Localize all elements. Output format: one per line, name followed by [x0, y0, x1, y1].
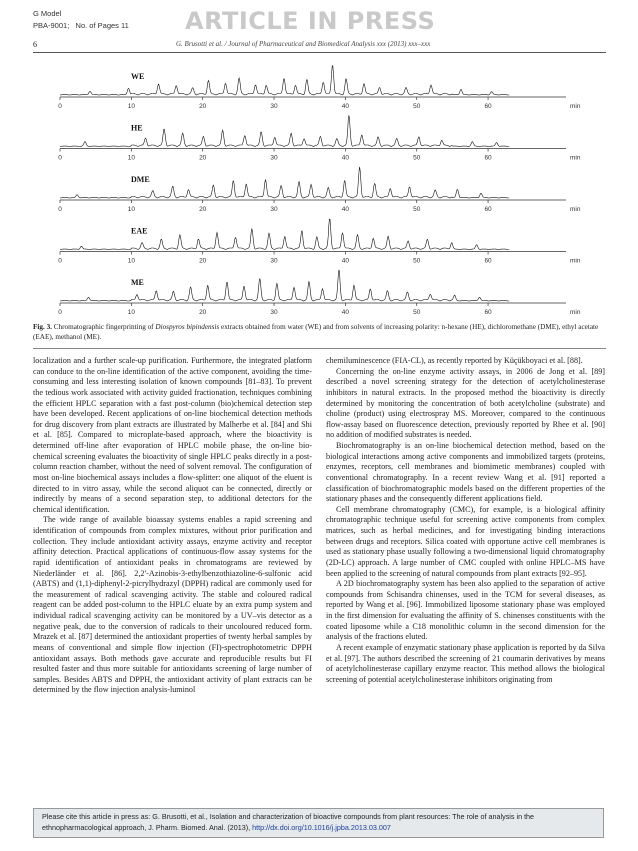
x-tick-label: 0 [58, 309, 62, 315]
article-in-press-banner: ARTICLE IN PRESS [185, 7, 436, 35]
x-unit-label: min [570, 206, 581, 213]
figure-caption [33, 322, 606, 342]
page-number: 6 [33, 40, 37, 49]
x-tick-label: 20 [199, 309, 207, 315]
x-tick-label: 10 [127, 206, 135, 213]
x-tick-label: 30 [270, 257, 278, 265]
caption-text-before: Chromatographic fingerprinting of [51, 323, 156, 331]
x-tick-label: 40 [341, 309, 349, 315]
chromatogram-panel-we [58, 66, 581, 110]
panel-label: HE [131, 123, 143, 133]
x-tick-label: 10 [127, 257, 135, 265]
chromatogram-panel-he [58, 115, 581, 161]
paragraph: Biochromatography is an on-line biochemical detection method, based on the biological interactions among active components and immobilized targets (proteins, enzymes, receptors, cell membranes and biomimetic membranes) coupled with conventional chromatography. In a recent review Wang et al. [91] reported a classification of biochromatographic models based on the different properties of the stationary phases and the consequently different applications field. [326, 441, 605, 504]
x-unit-label: min [570, 309, 581, 315]
citation-box [33, 808, 604, 838]
x-tick-label: 20 [199, 206, 207, 213]
x-tick-label: 10 [127, 309, 135, 315]
left-column [33, 356, 312, 696]
x-tick-label: 60 [484, 309, 492, 315]
trace-me [60, 270, 509, 301]
paragraph: chemiluminescence (FIA-CL), as recently reported by Küçükboyaci et al. [88]. [326, 356, 583, 365]
header-meta [33, 8, 129, 32]
paragraph: Cell membrane chromatography (CMC), for example, is a biological affinity chromatographic technique useful for screening active components from complex matrices, such as herbal medicines, and for investigating binding interactions between drugs and receptors. Silica coated with opportune active cell membranes is used as stationary phase usually following a two-dimensional liquid chromatography (2D-LC) approach. A large number of CMC coupled with online HPLC–MS have been applied to the screening of natural compounds from plant extracts [92–95]. [326, 504, 605, 578]
x-tick-label: 40 [341, 103, 349, 110]
chromatogram-figure [33, 57, 606, 315]
x-tick-label: 20 [199, 154, 207, 162]
caption-label: Fig. 3. [33, 323, 52, 331]
x-tick-label: 60 [484, 206, 492, 213]
panel-label: ME [131, 278, 144, 287]
x-tick-label: 40 [341, 257, 349, 265]
x-unit-label: min [570, 257, 581, 265]
header-rule [33, 52, 606, 53]
journal-running-head: G. Brusotti et al. / Journal of Pharmaceutical and Biomedical Analysis xxx (2013) xxx–xxx [176, 40, 431, 48]
x-tick-label: 30 [270, 309, 278, 315]
panel-label: DME [131, 175, 150, 184]
x-tick-label: 60 [484, 154, 492, 162]
x-tick-label: 60 [484, 257, 492, 265]
x-tick-label: 20 [199, 103, 207, 110]
x-tick-label: 30 [270, 103, 278, 110]
caption-species: Diospyros bipindensis [155, 323, 220, 331]
x-tick-label: 0 [58, 103, 62, 110]
chromatogram-panel-dme [58, 167, 581, 213]
x-tick-label: 0 [58, 206, 62, 213]
x-tick-label: 50 [413, 154, 421, 162]
x-tick-label: 50 [413, 206, 421, 213]
x-tick-label: 0 [58, 154, 62, 162]
trace-he [60, 115, 509, 146]
x-tick-label: 20 [199, 257, 207, 265]
chromatogram-panel-me [58, 270, 581, 315]
x-tick-label: 10 [127, 103, 135, 110]
x-tick-label: 60 [484, 103, 492, 110]
paragraph: A 2D biochromatography system has been also applied to the separation of active compounds from Schisandra chinenses, used in the TCM for several diseases, as reported by Wang et al. [96]. Immobilized liposome stationary phase was employed in the first dimension for evaluating the affinity of S. chinenses constituents with the coated liposome while a C18 monolithic column in the second dimension for the analysis of the fractions eluted. [326, 579, 605, 642]
header-model: G Model [33, 9, 62, 18]
x-tick-label: 30 [270, 154, 278, 162]
trace-dme [60, 167, 509, 198]
paragraph: Concerning the on-line enzyme activity assays, in 2006 de Jong et al. [89] described a novel screening strategy for the detection of acetylcholinesterase inhibitors in natural extracts. In the proposed method the bioactivity is directly determined by monitoring the concentration of both acetylcholine (substrate) and choline (product) using electrospray MS. Moreover, compared to the continuous flow-assay based on fluorescence detection, previously reported by Rhee et al. [90] no addition of modified substrates is needed. [326, 366, 605, 440]
x-unit-label: min [570, 103, 581, 110]
trace-eae [60, 219, 509, 249]
doi-link[interactable]: http://dx.doi.org/10.1016/j.jpba.2013.03.007 [252, 823, 391, 832]
x-tick-label: 30 [270, 206, 278, 213]
header-article-id: PBA-9001; No. of Pages 11 [33, 21, 129, 30]
citation-text: Please cite this article in press as: G. Brusotti, et al., Isolation and characterization of bioactive compounds from plant resources: The role of analysis in the ethnopharmacological approach, J. Pharm. Biomed. Anal. (2013), [42, 812, 535, 832]
paragraph: A recent example of enzymatic stationary phase application is reported by da Silva et al. [97]. The authors described the screening of 21 coumarin derivatives by means of acetylcholinesterase capillary enzyme reactor. This method allows the biological screening of potential acetylcholinesterase inhibitors originating from [326, 642, 605, 684]
trace-we [60, 66, 509, 95]
caption-rule [33, 348, 606, 349]
x-unit-label: min [570, 154, 581, 162]
x-tick-label: 40 [341, 206, 349, 213]
panel-label: WE [131, 72, 145, 81]
paragraph: The wide range of available bioassay systems enables a rapid screening and identification of compounds from complex mixtures, without prior purification and collection. They include antioxidant activity assays, enzyme activity and receptor affinity detection. Practical applications of continuous-flow assay systems for the rapid identification of antioxidant peaks in chromatograms are reviewed by Niederländer et al. [86]. 2,2′-Azinobis-3-ethylbenzothiazoline-6-sulfonic acid (ABTS) and (1,1)-diphenyl-2-picrylhydrazyl (DPPH) radical are commonly used for the measurement of radical scavenging activity. The stable and coloured radical reagent can be added post-column to the HPLC eluate by an extra pump system and individual radical scavenging activity can be monitored by a UV–vis detector as a negative peak, due to the conversion of radicals to their uncoloured reduced form. Mrazek et al. [87] determined the antioxidant properties of twenty herbal samples by means of conventional and simple flow injection (FI)-spectrophotometric DPPH antioxidant assays. Both methods gave accurate and reproducible results but FI resulted faster and thus more suitable for antioxidants screening of large number of samples. Besides ABTS and DPPH, the antioxidant activity of plant extracts can be determined by the flow injection analysis-luminol [33, 515, 312, 695]
x-tick-label: 50 [413, 257, 421, 265]
x-tick-label: 10 [127, 154, 135, 162]
x-tick-label: 40 [341, 154, 349, 162]
caption-text-after: extracts obtained from water (WE) and from solvents of increasing polarity: n-hexane (HE), dichloromethane (DME), ethyl acetate (EAE), methanol (ME). [33, 323, 599, 341]
right-column [326, 356, 605, 685]
x-tick-label: 50 [413, 309, 421, 315]
chromatogram-panel-eae [58, 219, 581, 264]
x-tick-label: 50 [413, 103, 421, 110]
paragraph: localization and a further scale-up purification. Furthermore, the integrated platform can conduce to the on-line identification of the active component, avoiding the time-consuming and less interesting isolation of known compounds [81–83]. To prevent the tedious work associated with activity guided fractionation, techniques combining the efficient HPLC separation with a fast post-column (bio)chemical detection step have been developed. Recent applications of on-line biochemical detection methods for drug discovery from plant extracts are illustrated by Malherbe et al. [84] and Shi et al. [85]. Compared to microplate-based approach, where the bioactivity is determined off-line after evaporation of HPLC mobile phase, the on-line bio-chemical screening evaluates the bioactivity of single HPLC peaks directly in a post-column reaction chamber, without the need of solvent removal. The configuration of most on-line biochemical assays includes a flow-splitter: one aliquot of the eluent is directed to in vitro assay, while the second aliquot can be connected, directly or indirectly by means of a second separation step, to additional detectors for the chemical identification. [33, 356, 312, 514]
panel-label: EAE [131, 226, 148, 236]
x-tick-label: 0 [58, 257, 62, 265]
